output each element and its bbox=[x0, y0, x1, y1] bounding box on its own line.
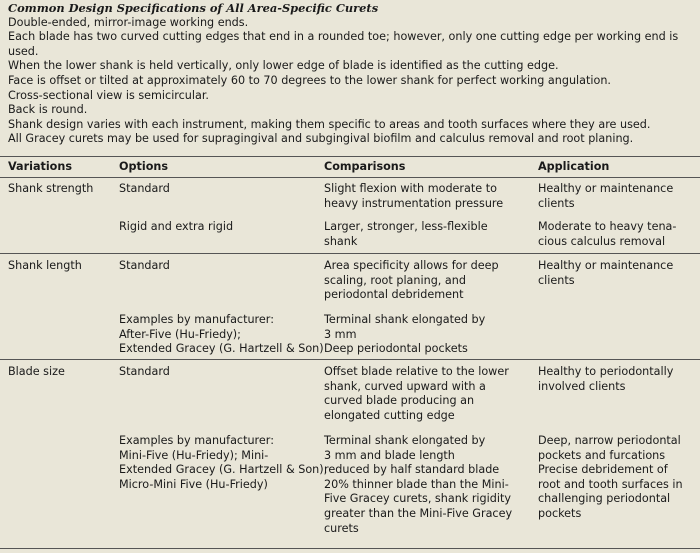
cell-application: Healthy or maintenance clients bbox=[538, 182, 674, 210]
cell-comparison: Slight flexion with moderate to heavy instrumentation pressure bbox=[324, 182, 504, 210]
cell-application: Deep, narrow periodontal pockets and furcations Precise debridement of root and tooth surfaces in challenging periodontal pockets bbox=[538, 434, 683, 520]
table-title: Common Design Specifications of All Area-Specific Curets bbox=[8, 1, 379, 15]
cell-application: Moderate to heavy tena- cious calculus removal bbox=[538, 220, 677, 248]
table-divider bbox=[0, 253, 700, 254]
intro-line: Back is round. bbox=[8, 103, 88, 117]
table-divider bbox=[0, 156, 700, 157]
cell-comparison: Area specificity allows for deep scaling, root planing, and periodontal debridement bbox=[324, 259, 499, 302]
table-divider bbox=[0, 177, 700, 178]
cell-variation: Shank length bbox=[8, 259, 82, 272]
intro-line: Cross-sectional view is semicircular. bbox=[8, 88, 209, 102]
cell-variation: Shank strength bbox=[8, 182, 94, 195]
cell-option: Standard bbox=[119, 259, 170, 272]
header-application: Application bbox=[538, 160, 610, 173]
intro-line: When the lower shank is held vertically, only lower edge of blade is identified as the cutting edge. bbox=[8, 59, 559, 73]
table-divider bbox=[0, 359, 700, 360]
intro-line: Double-ended, mirror-image working ends. bbox=[8, 15, 249, 29]
header-comparisons: Comparisons bbox=[324, 160, 406, 173]
cell-comparison: Terminal shank elongated by 3 mm Deep periodontal pockets bbox=[324, 313, 486, 356]
intro-lines bbox=[8, 16, 692, 147]
cell-option: Standard bbox=[119, 365, 170, 378]
intro-line: used. bbox=[8, 44, 39, 58]
intro-line: Shank design varies with each instrument, making them specific to areas and tooth surfaces where they are used. bbox=[8, 117, 651, 131]
cell-variation: Blade size bbox=[8, 365, 65, 378]
intro-section bbox=[0, 0, 700, 155]
cell-option: Rigid and extra rigid bbox=[119, 220, 234, 233]
intro-line: All Gracey curets may be used for supragingival and subgingival biofilm and calculus removal and root planing. bbox=[8, 132, 634, 146]
cell-application: Healthy or maintenance clients bbox=[538, 259, 674, 287]
intro-line: Face is offset or tilted at approximately 60 to 70 degrees to the lower shank for perfect working angulation. bbox=[8, 73, 611, 87]
cell-application: Healthy to periodontally involved clients bbox=[538, 365, 674, 393]
cell-comparison: Terminal shank elongated by 3 mm and blade length reduced by half standard blade 20% thinner blade than the Mini- Five Gracey curets, shank rigidity greater than the Mini-Five Gracey curets bbox=[324, 434, 513, 535]
intro-line: Each blade has two curved cutting edges that end in a rounded toe; however, only one cutting edge per working end is bbox=[8, 30, 679, 44]
cell-comparison: Larger, stronger, less-flexible shank bbox=[324, 220, 488, 248]
cell-option: Examples by manufacturer: Mini-Five (Hu-Friedy); Mini- Extended Gracey (G. Hartzell & Son); Micro-Mini Five (Hu-Friedy) bbox=[119, 434, 328, 491]
header-options: Options bbox=[119, 160, 169, 173]
header-variations: Variations bbox=[8, 160, 72, 173]
cell-option: Standard bbox=[119, 182, 170, 195]
cell-comparison: Offset blade relative to the lower shank, curved upward with a curved blade producing an elongated cutting edge bbox=[324, 365, 509, 422]
table-divider bbox=[0, 548, 700, 549]
cell-option: Examples by manufacturer: After-Five (Hu-Friedy); Extended Gracey (G. Hartzell & Son) bbox=[119, 313, 324, 356]
